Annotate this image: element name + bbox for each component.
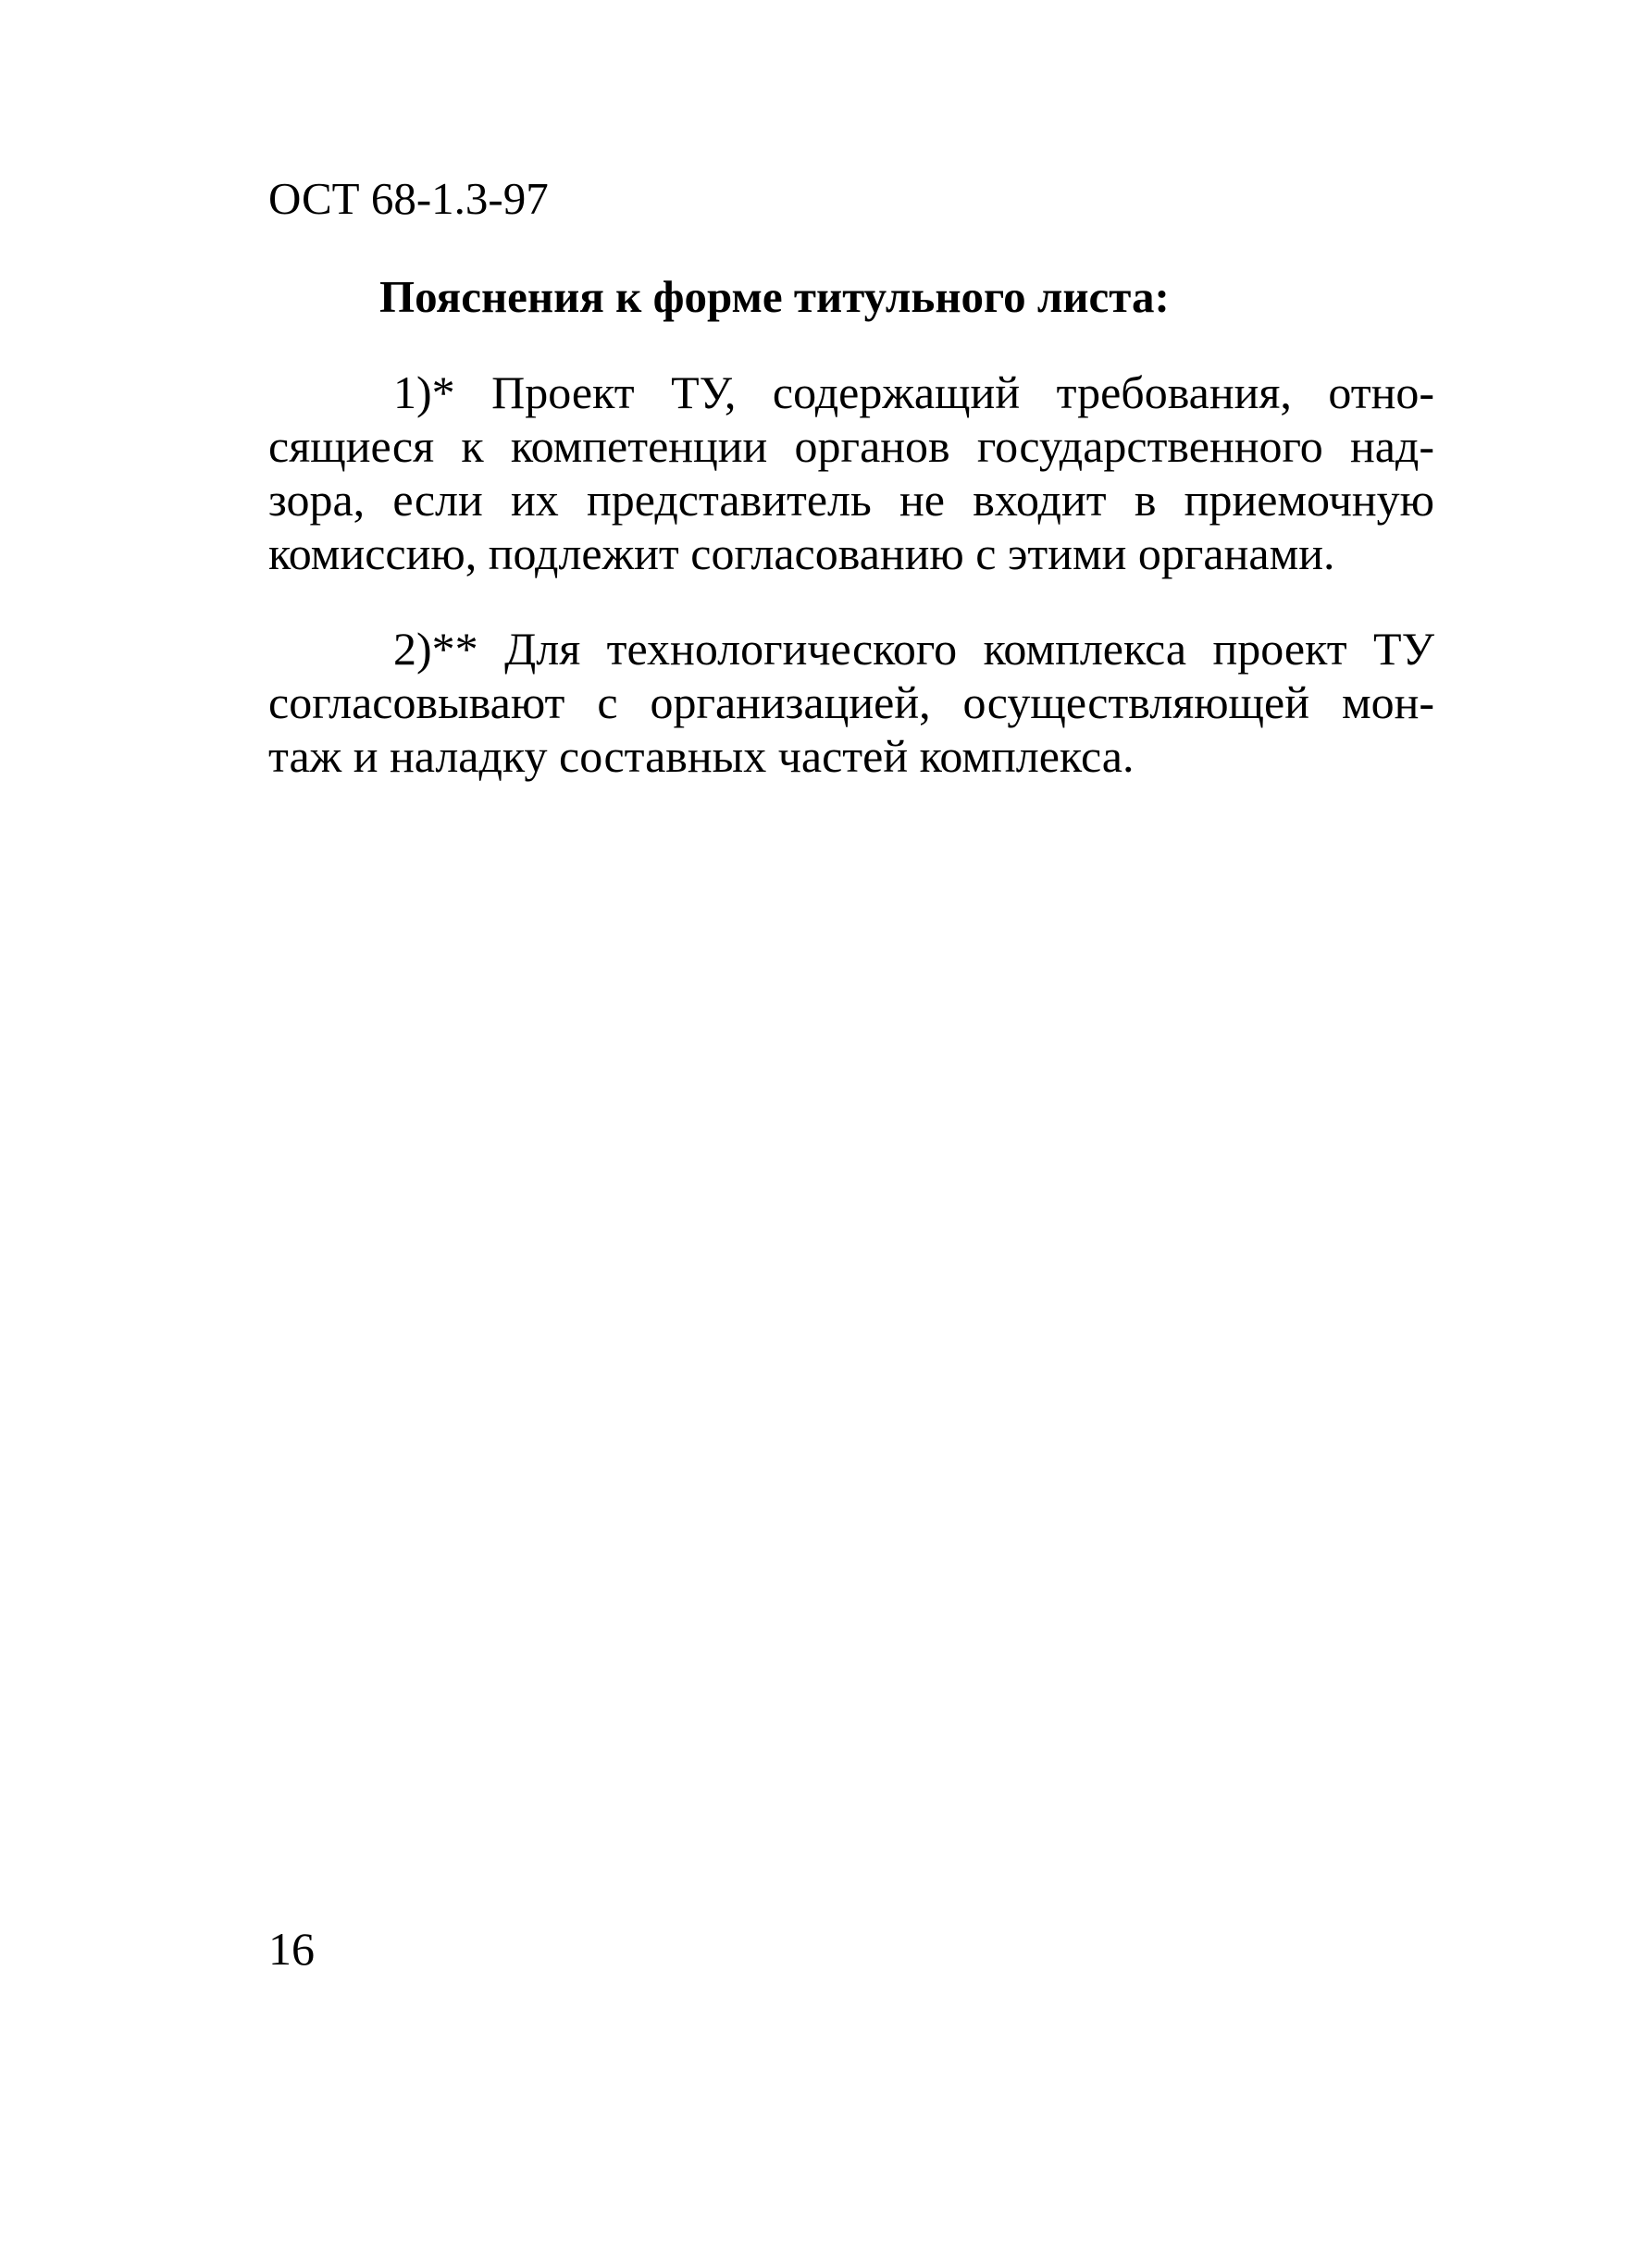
note-2-line: согласовывают с организацией, осуществляющей мон- [268,676,1434,728]
note-1-line: 1)* Проект ТУ, содержащий требования, отно- [393,366,1434,418]
note-1-line: сящиеся к компетенции органов государственного над- [268,420,1434,472]
note-2-line: 2)** Для технологического комплекса проект ТУ [393,623,1434,675]
document-code: ОСТ 68-1.3-97 [268,173,549,224]
section-heading: Пояснения к форме титульного листа: [379,271,1170,322]
note-1-line: зора, если их представитель не входит в приемочную [268,474,1434,526]
note-1-line: комиссию, подлежит согласованию с этими органами. [268,527,1335,579]
page-number: 16 [268,1923,315,1975]
note-2-line: таж и наладку составных частей комплекса. [268,730,1135,782]
